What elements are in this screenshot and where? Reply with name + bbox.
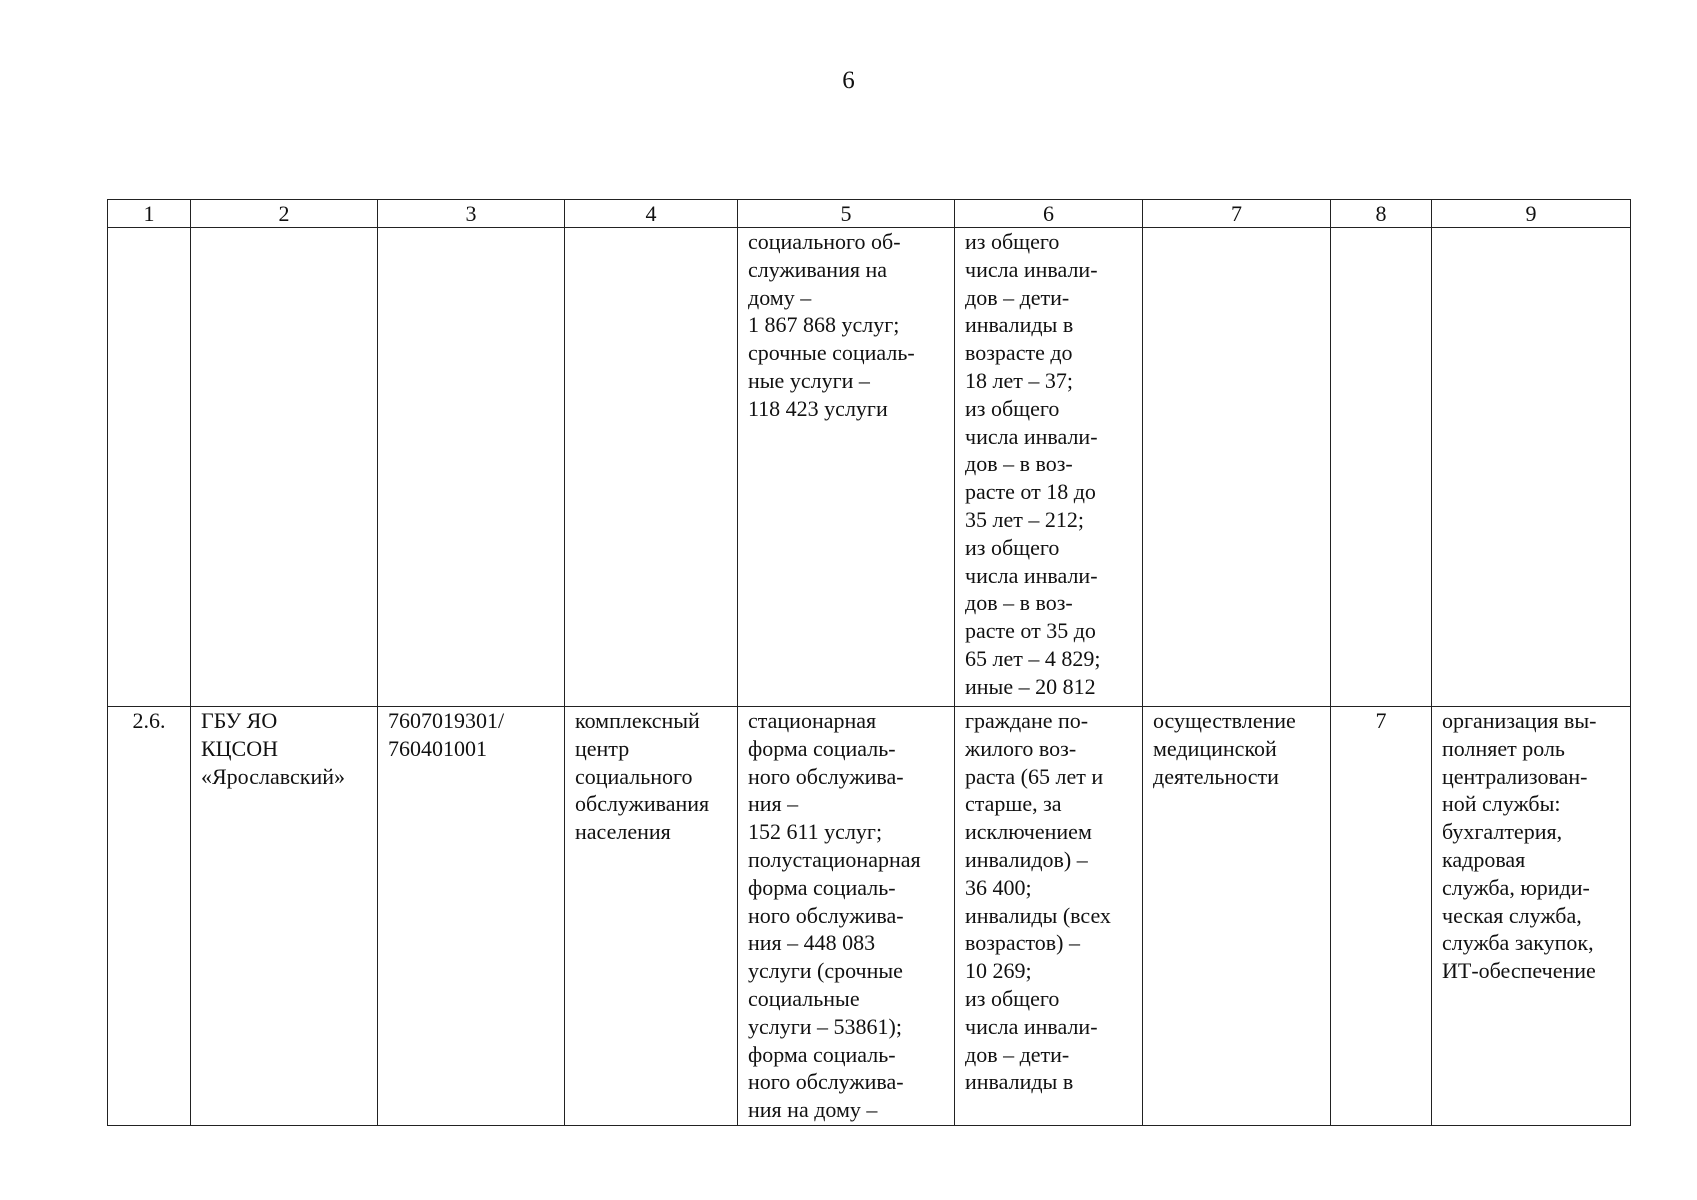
cell-text-line: жилого воз- [965,735,1077,761]
cell-text-line: старше, за [965,791,1062,817]
column-header-1: 1 [108,200,191,228]
cell-text-line: возрастов) – [965,930,1080,956]
cell-text-line: полняет роль [1442,735,1565,761]
table-cell [1143,228,1331,707]
table-cell [565,228,738,707]
cell-text-line: ного обслужива- [748,763,904,789]
cell-text-line: центр [575,735,630,761]
cell-text-line: 36 400; [965,874,1032,900]
cell-text-line: ГБУ ЯО [201,708,278,733]
cell-text-line: служба закупок, [1442,930,1594,956]
cell-text-line: инвалиды в [965,1069,1074,1095]
column-header-8: 8 [1331,200,1432,228]
cell-text-line: комплексный [575,708,700,733]
cell-text-line: раста (65 лет и [965,763,1104,789]
cell-text-line: дов – дети- [965,1041,1070,1067]
cell-text-line: числа инвали- [965,1013,1098,1039]
cell-text-line: из общего [965,985,1060,1011]
cell-text-line: числа инвали- [965,562,1098,588]
cell-text-line: осуществление [1153,708,1296,733]
table-cell [1432,228,1631,707]
table-cell [191,228,378,707]
cell-text-line: 18 лет – 37; [965,367,1073,393]
count-cell [1331,707,1432,1126]
cell-text-line: 65 лет – 4 829; [965,645,1101,671]
cell-text-line: кадровая [1442,846,1526,872]
cell-text-line: служивания на [748,256,887,282]
recipients-cell [955,707,1143,1126]
column-header-6: 6 [955,200,1143,228]
cell-text-line: форма социаль- [748,874,896,900]
column-header-4: 4 [565,200,738,228]
cell-text-line: ческая служба, [1442,902,1582,928]
cell-text-line: срочные социаль- [748,340,915,366]
organization-type-cell [565,707,738,1126]
cell-text-line: ные услуги – [748,367,870,393]
table-cell [108,228,191,707]
cell-text-line: 7 [1375,708,1387,733]
cell-text-line: дов – дети- [965,284,1070,310]
cell-text-line: форма социаль- [748,1041,896,1067]
table-row-continuation [108,228,1631,707]
table-row-2-6 [108,707,1631,1126]
column-header-9: 9 [1432,200,1631,228]
organization-name-cell [191,707,378,1126]
cell-text-line: 118 423 услуги [748,395,888,421]
cell-text-line: полустационарная [748,846,921,872]
cell-text-line: расте от 35 до [965,618,1096,644]
table-cell [1331,228,1432,707]
cell-text-line: ной службы: [1442,791,1561,817]
table-cell [378,228,565,707]
column-header-7: 7 [1143,200,1331,228]
cell-text-line: социального [575,763,693,789]
cell-text-line: граждане по- [965,708,1089,733]
cell-text-line: 10 269; [965,958,1032,984]
services-volume-cell [738,707,955,1126]
cell-text-line: социальные [748,985,860,1011]
cell-text-line: ния – 448 083 [748,930,876,956]
cell-text-line: инвалиды (всех [965,902,1111,928]
cell-text-line: дов – в воз- [965,590,1073,616]
cell-text-line: 760401001 [388,735,487,761]
column-header-2: 2 [191,200,378,228]
cell-text-line: числа инвали- [965,256,1098,282]
cell-text-line: из общего [965,229,1060,254]
cell-text-line: расте от 18 до [965,479,1096,505]
cell-text-line: услуги (срочные [748,958,903,984]
cell-text-line: услуги – 53861); [748,1013,902,1039]
row-number-cell [108,707,191,1126]
cell-text-line: возрасте до [965,340,1073,366]
cell-text-line: из общего [965,395,1060,421]
cell-text-line: 152 611 услуг; [748,819,883,845]
cell-text-line: инвалидов) – [965,846,1088,872]
cell-text-line: социального об- [748,229,901,254]
cell-text-line: дому – [748,284,812,310]
cell-text-line: 7607019301/ [388,708,505,733]
cell-text-line: ИТ-обеспечение [1442,958,1596,984]
cell-text-line: инвалиды в [965,312,1074,338]
cell-text-line: ного обслужива- [748,1069,904,1095]
cell-text-line: КЦСОН [201,735,279,761]
cell-text-line: дов – в воз- [965,451,1073,477]
cell-text-line: 35 лет – 212; [965,506,1084,532]
cell-text-line: ного обслужива- [748,902,904,928]
column-header-5: 5 [738,200,955,228]
cell-text-line: медицинской [1153,735,1277,761]
cell-text-line: ния на дому – [748,1097,878,1123]
cell-text-line: организация вы- [1442,708,1597,733]
cell-text-line: обслуживания [575,791,710,817]
page-number: 6 [842,67,855,94]
cell-text-line: исключением [965,819,1092,845]
cell-text-line: бухгалтерия, [1442,819,1563,845]
inn-kpp-cell [378,707,565,1126]
cell-text-line: централизован- [1442,763,1588,789]
column-number-row [108,200,1631,228]
cell-text-line: иные – 20 812 [965,673,1096,699]
cell-text-line: из общего [965,534,1060,560]
cell-text-line: деятельности [1153,763,1279,789]
cell-text-line: 2.6. [132,708,166,733]
cell-text-line: форма социаль- [748,735,896,761]
activity-cell [1143,707,1331,1126]
table-cell [738,228,955,707]
cell-text-line: ния – [748,791,799,817]
services-table [107,199,1631,1126]
cell-text-line: стационарная [748,708,877,733]
cell-text-line: 1 867 868 услуг; [748,312,900,338]
table-cell [955,228,1143,707]
notes-cell [1432,707,1631,1126]
cell-text-line: «Ярославский» [201,763,345,789]
cell-text-line: населения [575,819,671,845]
cell-text-line: числа инвали- [965,423,1098,449]
cell-text-line: служба, юриди- [1442,874,1590,900]
column-header-3: 3 [378,200,565,228]
